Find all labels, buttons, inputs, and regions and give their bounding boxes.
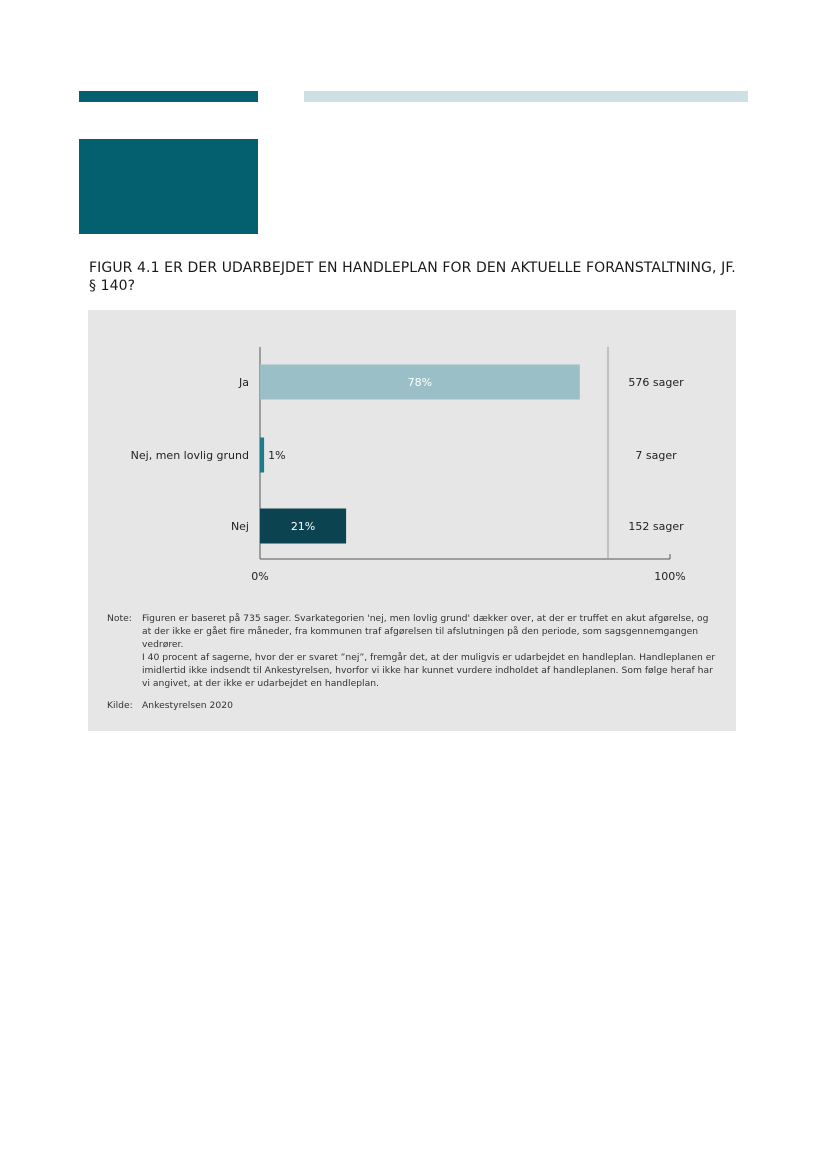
bar-value-label: 1% (268, 449, 286, 462)
chapter-block (79, 139, 258, 234)
count-label: 7 sager (635, 449, 677, 462)
source-text: Ankestyrelsen 2020 (142, 700, 233, 711)
bar-chart (88, 310, 736, 610)
figure-title: FIGUR 4.1 ER DER UDARBEJDET EN HANDLEPLAN FOR DEN AKTUELLE FORANSTALTNING, JF. § 140? (89, 260, 736, 294)
note-row (107, 612, 719, 690)
note-paragraph-1: Figuren er baseret på 735 sager. Svarkategorien 'nej, men lovlig grund' dækker over, at der er truffet en akut afgørelse, og at der ikke er gået fire måneder, fra kommunen traf afgørelsen til afslutningen på den periode, som sagsgennemgangen vedrører. (142, 613, 709, 650)
count-label: 152 sager (628, 520, 684, 533)
category-label: Ja (239, 376, 249, 389)
x-tick-label: 100% (654, 570, 686, 583)
category-label: Nej, men lovlig grund (130, 449, 249, 462)
x-tick-label: 0% (251, 570, 269, 583)
header-accent-light (304, 91, 748, 102)
note-paragraph-2: I 40 procent af sagerne, hvor der er svaret ”nej”, fremgår det, at der muligvis er udarbejdet en handleplan. Handleplanen er imidlertid ikke indsendt til Ankestyrelsen, hvorfor vi ikke har kunnet vurdere indholdet af handleplanen. Som følge heraf har vi angivet, at der ikke er udarbejdet en handleplan. (142, 652, 716, 689)
count-label: 576 sager (628, 376, 684, 389)
chart-panel (88, 310, 736, 731)
bar-value-label: 21% (290, 520, 316, 533)
category-label: Nej (230, 520, 249, 533)
bar-value-label: 78% (407, 376, 433, 389)
bar (260, 438, 264, 473)
header-accent-dark (79, 91, 258, 102)
note-label: Note: (107, 613, 132, 624)
source-row (107, 699, 719, 712)
notes-section (107, 612, 719, 712)
source-label: Kilde: (107, 700, 133, 711)
